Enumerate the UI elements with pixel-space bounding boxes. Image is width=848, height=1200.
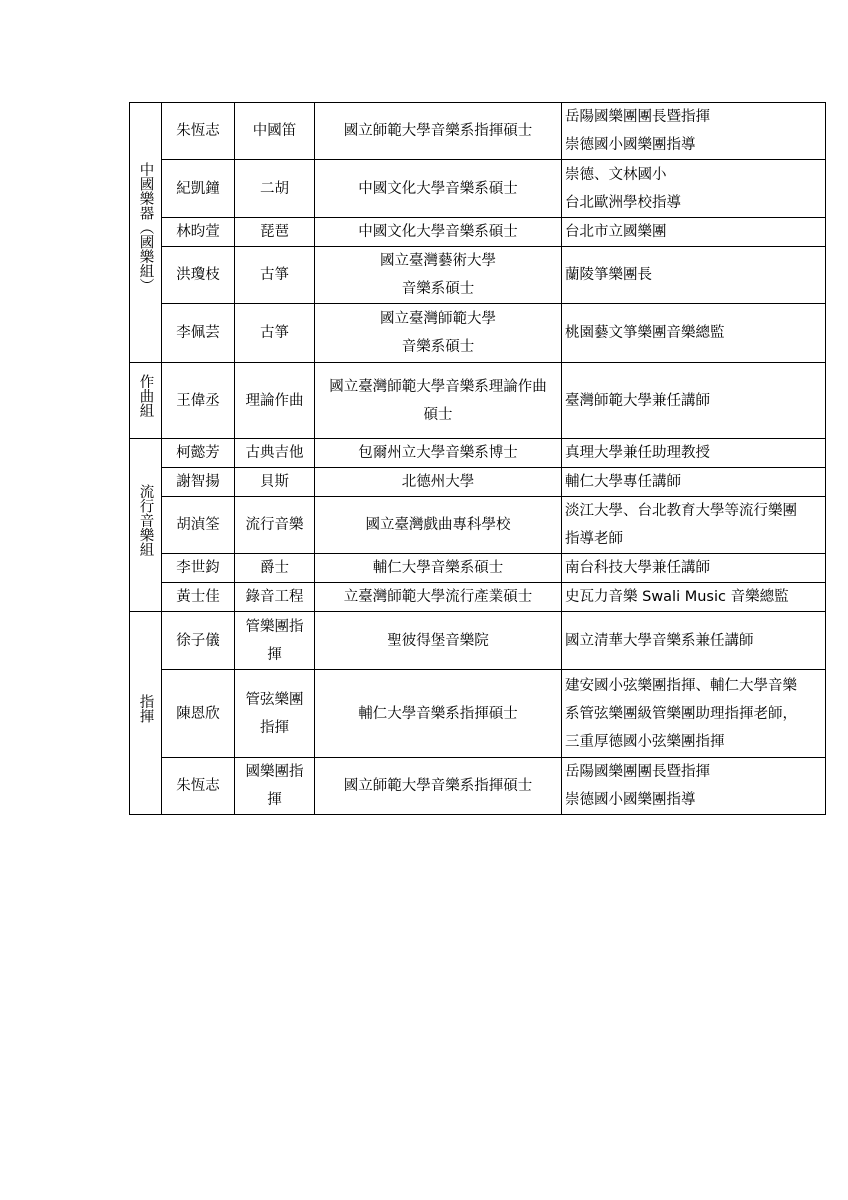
table-row: [130, 554, 826, 583]
position-cell: [562, 363, 826, 439]
education-cell: [315, 554, 562, 583]
group-label: 中國樂器（國樂組）: [137, 162, 154, 293]
teacher-name: 李世鈞: [162, 554, 235, 583]
position-cell: [562, 612, 826, 670]
position-cell: [562, 304, 826, 363]
education-line: 中國文化大學音樂系碩士: [358, 224, 518, 240]
table-row: [130, 758, 826, 815]
instrument-line: 錄音工程: [245, 589, 304, 605]
instrument-line: 理論作曲: [245, 392, 304, 409]
education-line: 輔仁大學音樂系指揮碩士: [358, 705, 518, 722]
instrument-cell: [235, 103, 315, 160]
teacher-name: 陳恩欣: [162, 670, 235, 758]
education-line: 國立師範大學音樂系指揮碩士: [343, 123, 533, 139]
instrument-cell: [235, 468, 315, 497]
position-line: 建安國小弦樂團指揮、輔仁大學音樂: [565, 677, 797, 694]
instrument-cell: [235, 758, 315, 815]
education-cell: [315, 497, 562, 554]
table-row: [130, 670, 826, 758]
instrument-line: 爵士: [260, 560, 289, 576]
education-line: 國立師範大學音樂系指揮碩士: [343, 778, 533, 794]
instrument-line: 管弦樂團: [245, 691, 304, 708]
instrument-line: 中國笛: [252, 123, 297, 139]
position-line: 崇德、文林國小: [565, 166, 667, 183]
instrument-line: 二胡: [260, 180, 289, 197]
education-cell: [315, 583, 562, 612]
education-line: 國立臺灣戲曲專科學校: [365, 517, 511, 533]
table-row: [130, 103, 826, 160]
table-row: [130, 160, 826, 218]
teacher-name: 紀凱鐘: [162, 160, 235, 218]
instrument-line: 管樂團指: [245, 618, 304, 635]
education-cell: [315, 758, 562, 815]
teacher-name: 黃士佳: [162, 583, 235, 612]
instrument-line: 古箏: [260, 267, 289, 283]
position-line: 國立清華大學音樂系兼任講師: [565, 632, 754, 649]
position-cell: [562, 468, 826, 497]
position-line: 真理大學兼任助理教授: [565, 445, 710, 461]
table-row: [130, 304, 826, 363]
teacher-name: 徐子儀: [162, 612, 235, 670]
position-line: 岳陽國樂團團長暨指揮: [565, 109, 710, 125]
education-cell: [315, 439, 562, 468]
group-label: 指揮: [137, 693, 154, 723]
instrument-cell: [235, 160, 315, 218]
instrument-line: 指揮: [260, 719, 289, 736]
group-label: 流行音樂組: [137, 483, 154, 557]
education-cell: [315, 612, 562, 670]
position-cell: [562, 218, 826, 247]
education-line: 音樂系碩士: [401, 281, 475, 297]
position-line: 台北歐洲學校指導: [565, 194, 681, 211]
table-row: [130, 583, 826, 612]
education-line: 北德州大學: [401, 474, 475, 490]
position-line: 系管弦樂團級管樂團助理指揮老師，: [565, 705, 797, 722]
table-row: [130, 439, 826, 468]
education-line: 聖彼得堡音樂院: [387, 632, 489, 649]
education-line: 碩士: [423, 406, 453, 423]
position-cell: [562, 160, 826, 218]
faculty-table-body: [130, 103, 826, 815]
group-label-cell: [130, 612, 162, 815]
education-cell: [315, 218, 562, 247]
education-cell: [315, 247, 562, 304]
instrument-cell: [235, 554, 315, 583]
instrument-line: 揮: [267, 646, 282, 663]
group-label: 作曲組: [137, 373, 154, 418]
instrument-line: 流行音樂: [245, 517, 304, 533]
teacher-name: 朱恆志: [162, 758, 235, 815]
table-row: [130, 363, 826, 439]
teacher-name: 李佩芸: [162, 304, 235, 363]
instrument-cell: [235, 670, 315, 758]
position-cell: [562, 583, 826, 612]
table-row: [130, 612, 826, 670]
education-line: 立臺灣師範大學流行產業碩士: [343, 589, 533, 605]
position-cell: [562, 439, 826, 468]
group-label-cell: [130, 103, 162, 363]
table-row: [130, 497, 826, 554]
instrument-line: 揮: [267, 792, 282, 808]
education-cell: [315, 160, 562, 218]
instrument-cell: [235, 304, 315, 363]
education-cell: [315, 468, 562, 497]
table-row: [130, 468, 826, 497]
position-line: 史瓦力音樂 Swali Music 音樂總監: [565, 589, 789, 605]
faculty-table: [129, 102, 826, 815]
instrument-line: 古箏: [260, 325, 289, 341]
education-cell: [315, 363, 562, 439]
teacher-name: 朱恆志: [162, 103, 235, 160]
education-line: 音樂系碩士: [401, 339, 475, 355]
group-label-cell: [130, 439, 162, 612]
education-cell: [315, 103, 562, 160]
position-cell: [562, 497, 826, 554]
instrument-cell: [235, 247, 315, 304]
table-row: [130, 247, 826, 304]
instrument-cell: [235, 439, 315, 468]
position-line: 淡江大學、台北教育大學等流行樂團: [565, 503, 797, 519]
instrument-cell: [235, 497, 315, 554]
instrument-line: 古典吉他: [245, 445, 304, 461]
position-cell: [562, 103, 826, 160]
group-label-cell: [130, 363, 162, 439]
instrument-cell: [235, 583, 315, 612]
table-row: [130, 218, 826, 247]
instrument-cell: [235, 218, 315, 247]
instrument-line: 國樂團指: [245, 764, 304, 780]
education-line: 輔仁大學音樂系碩士: [372, 560, 504, 576]
position-line: 台北市立國樂團: [565, 224, 667, 240]
education-line: 包爾州立大學音樂系博士: [358, 445, 518, 461]
position-line: 指導老師: [565, 531, 623, 547]
position-cell: [562, 554, 826, 583]
position-line: 三重厚德國小弦樂團指揮: [565, 733, 725, 750]
instrument-line: 琵琶: [260, 224, 289, 240]
education-line: 國立臺灣師範大學音樂系理論作曲: [329, 378, 547, 395]
education-cell: [315, 304, 562, 363]
teacher-name: 王偉丞: [162, 363, 235, 439]
position-line: 崇德國小國樂團指導: [565, 792, 696, 808]
position-line: 臺灣師範大學兼任講師: [565, 392, 710, 409]
position-cell: [562, 670, 826, 758]
teacher-name: 柯懿芳: [162, 439, 235, 468]
education-cell: [315, 670, 562, 758]
position-cell: [562, 758, 826, 815]
instrument-cell: [235, 612, 315, 670]
position-line: 輔仁大學專任講師: [565, 474, 681, 490]
position-line: 崇德國小國樂團指導: [565, 137, 696, 153]
position-line: 桃園藝文箏樂團音樂總監: [565, 325, 725, 341]
teacher-name: 謝智揚: [162, 468, 235, 497]
education-line: 中國文化大學音樂系碩士: [358, 180, 518, 197]
teacher-name: 胡湞筌: [162, 497, 235, 554]
position-cell: [562, 247, 826, 304]
teacher-name: 洪瓊枝: [162, 247, 235, 304]
teacher-name: 林昀萱: [162, 218, 235, 247]
position-line: 岳陽國樂團團長暨指揮: [565, 764, 710, 780]
instrument-cell: [235, 363, 315, 439]
position-line: 蘭陵箏樂團長: [565, 267, 652, 283]
instrument-line: 貝斯: [260, 474, 289, 490]
position-line: 南台科技大學兼任講師: [565, 560, 710, 576]
education-line: 國立臺灣師範大學: [380, 311, 496, 327]
education-line: 國立臺灣藝術大學: [380, 253, 496, 269]
